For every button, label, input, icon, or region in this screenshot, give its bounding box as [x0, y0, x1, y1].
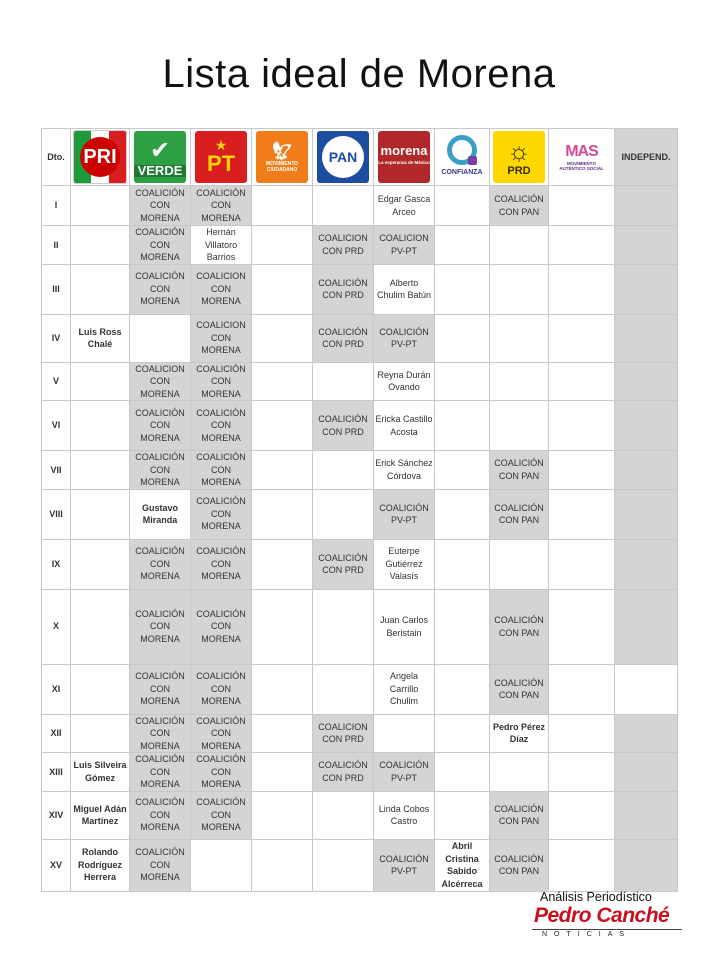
cell-pri	[71, 264, 130, 314]
cell-pan: COALICIÓN CON PRD	[313, 539, 374, 589]
cell-mas	[549, 839, 615, 891]
column-header-mc	[252, 129, 313, 186]
cell-pan	[313, 839, 374, 891]
district-cell: VI	[42, 401, 71, 451]
cell-pt: COALICIÓN CON MORENA	[191, 489, 252, 539]
cell-morena: COALICION PV-PT	[374, 226, 435, 265]
cell-pan: COALICIÓN CON PRD	[313, 401, 374, 451]
cell-independ	[615, 264, 678, 314]
table-row	[42, 589, 678, 664]
cell-pt: COALICIÓN CON MORENA	[191, 362, 252, 401]
cell-mc	[252, 226, 313, 265]
cell-confianza	[435, 753, 490, 792]
cell-prd	[490, 753, 549, 792]
cell-pri	[71, 539, 130, 589]
cell-confianza	[435, 362, 490, 401]
cell-pt	[191, 839, 252, 891]
table-body	[42, 186, 678, 892]
cell-confianza	[435, 664, 490, 714]
cell-prd	[490, 226, 549, 265]
cell-pt: COALICIÓN CON MORENA	[191, 401, 252, 451]
table-row	[42, 186, 678, 226]
cell-mc	[252, 264, 313, 314]
cell-mc	[252, 451, 313, 490]
cell-pri	[71, 714, 130, 753]
cell-pan	[313, 362, 374, 401]
cell-mas	[549, 589, 615, 664]
cell-independ	[615, 791, 678, 839]
cell-pri	[71, 401, 130, 451]
cell-pri	[71, 451, 130, 490]
cell-confianza	[435, 451, 490, 490]
column-header-dto: Dto.	[42, 129, 71, 186]
cell-independ	[615, 401, 678, 451]
column-header-mas	[549, 129, 615, 186]
cell-pt: COALICIÓN CON MORENA	[191, 753, 252, 792]
cell-confianza	[435, 186, 490, 226]
district-cell: IX	[42, 539, 71, 589]
cell-prd: COALICIÓN CON PAN	[490, 839, 549, 891]
cell-morena: Ericka Castillo Acosta	[374, 401, 435, 451]
cell-prd: COALICIÓN CON PAN	[490, 791, 549, 839]
cell-independ	[615, 839, 678, 891]
cell-pri	[71, 186, 130, 226]
cell-mas	[549, 714, 615, 753]
star-icon: ★ PT	[195, 131, 247, 183]
cell-pt: COALICIÓN CON MORENA	[191, 589, 252, 664]
cell-prd	[490, 314, 549, 362]
cell-independ	[615, 589, 678, 664]
table-row	[42, 791, 678, 839]
cell-pri: Rolando Rodríguez Herrera	[71, 839, 130, 891]
cell-mas	[549, 186, 615, 226]
district-cell: XII	[42, 714, 71, 753]
cell-pan: COALICION CON PRD	[313, 714, 374, 753]
cell-mas	[549, 489, 615, 539]
cell-prd	[490, 362, 549, 401]
cell-morena: COALICIÓN PV-PT	[374, 839, 435, 891]
district-cell: XI	[42, 664, 71, 714]
cell-pan: COALICIÓN CON PRD	[313, 753, 374, 792]
cell-confianza	[435, 589, 490, 664]
cell-mas	[549, 314, 615, 362]
cell-verde: COALICIÓN CON MORENA	[130, 753, 191, 792]
cell-mas	[549, 791, 615, 839]
cell-morena: Linda Cobos Castro	[374, 791, 435, 839]
cell-morena: Edgar Gasca Arceo	[374, 186, 435, 226]
cell-confianza	[435, 314, 490, 362]
cell-mc	[252, 314, 313, 362]
column-header-morena	[374, 129, 435, 186]
cell-verde: COALICIÓN CON MORENA	[130, 451, 191, 490]
cell-confianza	[435, 401, 490, 451]
table-row	[42, 489, 678, 539]
cell-pan	[313, 589, 374, 664]
cell-pt: COALICIÓN CON MORENA	[191, 186, 252, 226]
cell-mas	[549, 264, 615, 314]
cell-pan: COALICIÓN CON PRD	[313, 314, 374, 362]
cell-verde: COALICIÓN CON MORENA	[130, 226, 191, 265]
brand-logo	[532, 890, 682, 939]
cell-independ	[615, 664, 678, 714]
cell-mc	[252, 791, 313, 839]
column-header-pt	[191, 129, 252, 186]
cell-verde: COALICIÓN CON MORENA	[130, 539, 191, 589]
table-row	[42, 451, 678, 490]
mas-logo-icon: MAS MOVIMIENTO AUTÉNTICO SOCIAL	[556, 131, 608, 183]
cell-mas	[549, 664, 615, 714]
cell-pt: COALICIÓN CON MORENA	[191, 539, 252, 589]
district-cell: V	[42, 362, 71, 401]
morena-logo-icon: morena La esperanza de México	[378, 131, 430, 183]
cell-verde	[130, 314, 191, 362]
column-header-pan	[313, 129, 374, 186]
cell-confianza	[435, 489, 490, 539]
table-row	[42, 839, 678, 891]
cell-verde: COALICIÓN CON MORENA	[130, 186, 191, 226]
cell-independ	[615, 362, 678, 401]
cell-morena: COALICIÓN PV-PT	[374, 753, 435, 792]
cell-mc	[252, 186, 313, 226]
cell-mas	[549, 451, 615, 490]
table-row	[42, 753, 678, 792]
cell-pt: COALICIÓN CON MORENA	[191, 791, 252, 839]
cell-mc	[252, 714, 313, 753]
cell-verde: COALICIÓN CON MORENA	[130, 664, 191, 714]
cell-verde: COALICION CON MORENA	[130, 362, 191, 401]
cell-mc	[252, 401, 313, 451]
cell-pri	[71, 489, 130, 539]
cell-pt: COALICIÓN CON MORENA	[191, 664, 252, 714]
cell-pt: COALICION CON MORENA	[191, 264, 252, 314]
cell-prd: COALICIÓN CON PAN	[490, 451, 549, 490]
cell-independ	[615, 186, 678, 226]
cell-verde: COALICIÓN CON MORENA	[130, 839, 191, 891]
cell-confianza	[435, 264, 490, 314]
district-cell: II	[42, 226, 71, 265]
cell-morena: Juan Carlos Beristain	[374, 589, 435, 664]
cell-mc	[252, 489, 313, 539]
column-header-independ: INDEPEND.	[615, 129, 678, 186]
eagle-icon: 🦅︎ MOVIMIENTO CIUDADANO	[256, 131, 308, 183]
column-header-prd	[490, 129, 549, 186]
cell-independ	[615, 714, 678, 753]
column-header-verde	[130, 129, 191, 186]
district-cell: VII	[42, 451, 71, 490]
cell-prd: Pedro Pérez Díaz	[490, 714, 549, 753]
table-row	[42, 362, 678, 401]
table-row	[42, 539, 678, 589]
cell-pri: Luis Silveira Gómez	[71, 753, 130, 792]
cell-pt: COALICIÓN CON MORENA	[191, 451, 252, 490]
cell-verde: COALICIÓN CON MORENA	[130, 714, 191, 753]
cell-mc	[252, 362, 313, 401]
cell-morena: Alberto Chulim Batún	[374, 264, 435, 314]
district-cell: III	[42, 264, 71, 314]
cell-pri	[71, 226, 130, 265]
cell-pan: COALICIÓN CON PRD	[313, 264, 374, 314]
column-header-pri	[71, 129, 130, 186]
cell-verde: COALICIÓN CON MORENA	[130, 401, 191, 451]
cell-independ	[615, 753, 678, 792]
district-cell: X	[42, 589, 71, 664]
cell-mas	[549, 401, 615, 451]
cell-verde: COALICIÓN CON MORENA	[130, 791, 191, 839]
cell-pri	[71, 589, 130, 664]
cell-pan	[313, 791, 374, 839]
district-cell: XV	[42, 839, 71, 891]
cell-verde: Gustavo Miranda	[130, 489, 191, 539]
column-header-confianza	[435, 129, 490, 186]
cell-prd	[490, 264, 549, 314]
cell-morena: Reyna Durán Ovando	[374, 362, 435, 401]
cell-morena: COALICIÓN PV-PT	[374, 314, 435, 362]
cell-prd: COALICIÓN CON PAN	[490, 186, 549, 226]
header-row	[42, 129, 678, 186]
district-cell: I	[42, 186, 71, 226]
brand-sub: NOTICIAS	[532, 929, 682, 939]
cell-mas	[549, 226, 615, 265]
cell-mc	[252, 664, 313, 714]
district-cell: XIII	[42, 753, 71, 792]
cell-mas	[549, 539, 615, 589]
cell-mc	[252, 589, 313, 664]
district-cell: XIV	[42, 791, 71, 839]
pan-logo-icon: PAN	[317, 131, 369, 183]
pri-logo-icon: PRI	[73, 130, 127, 184]
cell-confianza	[435, 714, 490, 753]
cell-mas	[549, 753, 615, 792]
cell-prd: COALICIÓN CON PAN	[490, 664, 549, 714]
cell-pri: Miguel Adán Martínez	[71, 791, 130, 839]
cell-morena: Erick Sánchez Córdova	[374, 451, 435, 490]
cell-mas	[549, 362, 615, 401]
cell-independ	[615, 226, 678, 265]
cell-mc	[252, 539, 313, 589]
cell-pri	[71, 362, 130, 401]
district-cell: VIII	[42, 489, 71, 539]
cell-prd: COALICIÓN CON PAN	[490, 489, 549, 539]
cell-pan	[313, 489, 374, 539]
cell-verde: COALICIÓN CON MORENA	[130, 264, 191, 314]
table-row	[42, 264, 678, 314]
cell-confianza	[435, 226, 490, 265]
cell-independ	[615, 539, 678, 589]
cell-pri	[71, 664, 130, 714]
toucan-icon: ✔ VERDE	[134, 131, 186, 183]
q-logo-icon: CONFIANZA	[436, 131, 488, 183]
cell-independ	[615, 451, 678, 490]
cell-prd	[490, 401, 549, 451]
cell-prd: COALICIÓN CON PAN	[490, 589, 549, 664]
cell-confianza	[435, 539, 490, 589]
brand-name: Pedro Canché	[534, 904, 670, 927]
cell-pt: COALICIÓN CON MORENA	[191, 714, 252, 753]
cell-independ	[615, 314, 678, 362]
district-cell: IV	[42, 314, 71, 362]
cell-pan	[313, 451, 374, 490]
cell-pan: COALICION CON PRD	[313, 226, 374, 265]
cell-confianza	[435, 791, 490, 839]
brand-caption: Análisis Periodístico	[540, 890, 652, 904]
table-row	[42, 664, 678, 714]
cell-morena: COALICIÓN PV-PT	[374, 489, 435, 539]
cell-independ	[615, 489, 678, 539]
table-row	[42, 226, 678, 265]
cell-morena: Angela Carrillo Chulim	[374, 664, 435, 714]
cell-mc	[252, 839, 313, 891]
cell-morena	[374, 714, 435, 753]
page-title: Lista ideal de Morena	[162, 52, 556, 96]
cell-mc	[252, 753, 313, 792]
cell-morena: Euterpe Gutiérrez Valasís	[374, 539, 435, 589]
cell-confianza: Abril Cristina Sabido Alcérreca	[435, 839, 490, 891]
cell-pan	[313, 664, 374, 714]
cell-pt: Hernán Villatoro Barrios	[191, 226, 252, 265]
cell-verde: COALICIÓN CON MORENA	[130, 589, 191, 664]
sun-icon: ☼ PRD	[493, 131, 545, 183]
table-row	[42, 314, 678, 362]
table-row	[42, 714, 678, 753]
cell-pan	[313, 186, 374, 226]
table-row	[42, 401, 678, 451]
candidates-table	[41, 128, 678, 892]
cell-pri: Luis Ross Chalé	[71, 314, 130, 362]
cell-prd	[490, 539, 549, 589]
cell-pt: COALICION CON MORENA	[191, 314, 252, 362]
